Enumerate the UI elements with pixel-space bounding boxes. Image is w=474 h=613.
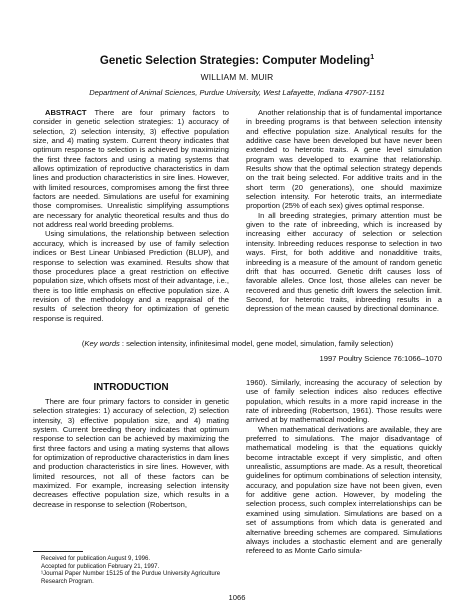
body-paragraph: When mathematical derivations are available, they are preferred to simulations. The major disadvantage of mathematical modeling is that the equations quickly become intractable except if very simplistic, and often unrealistic, assumptions are made. As a result, theoretical guidelines for optimum combinations of selection intensity, accuracy, and population size have not been given, even for additive gene action. However, by modeling the selection process, such complex interrelationships can be examined using simulation. Simulations are based on a set of assumptions from which data is generated and alternative breeding schemes are compared. Simulations always includes a stochastic element and are generally refereed to as Monte Carlo simula-: [246, 424, 442, 556]
body-paragraph: There are four primary factors to consider in genetic selection strategies: 1) accuracy of selection, 2) selection intensity, 3) effective population size, and 4) mating system. Current breeding theory indicates that optimum response to selection can be achieved by maximizing the first three factors and using a mating systems that allows for optimization of reproductive characteristics in dam lines and production characteristics in sire lines. However, with limited resources, not all of these factors can be maximized. For example, increasing selection intensity decreases effective population size, which results in a decrease in response to selection (Robertson,: [33, 397, 229, 509]
abstract-paragraph: [33, 108, 229, 229]
body-paragraph: 1960). Similarly, increasing the accuracy of selection by use of family selection indices also reduces effective population, which results in a more rapid increase in the rate of inbreeding (Robertson, 1961). Those results were arrived at by mathematical modeling.: [246, 378, 442, 425]
footnote-divider: [33, 551, 83, 552]
footnote-received: Received for publication August 9, 1996.: [41, 555, 151, 562]
keywords-label: Key words: [84, 339, 120, 348]
introduction-heading: INTRODUCTION: [93, 382, 169, 393]
paper-title: [0, 54, 474, 67]
abstract-heading: ABSTRACT: [45, 108, 87, 117]
introduction-left-column: [33, 397, 229, 509]
keywords-text: : selection intensity, infinitesimal model, gene model, simulation, family selection): [121, 339, 394, 348]
page-number: 1066: [228, 593, 246, 602]
abstract-text: There are four primary factors to consider in genetic selection strategies: 1) accuracy of selection, 2) selection intensity, 3) effective population size, and 4) mating system. Current theory indicates that optimum response to selection is achieved by maximizing the first three factors and using a mating systems that allows optimization of reproductive characteristics in dam lines and production characteristics in sire lines. However, with limited resources, compromises among the first three factors are needed. Simulations are useful for examining those compromises. Unrealistic simplifying assumptions are necessary for analytic theoretical results and thus do not address real world breeding problems.: [33, 108, 229, 230]
author-name: WILLIAM M. MUIR: [200, 72, 274, 82]
abstract-left-column: [33, 108, 229, 323]
title-footnote-mark: 1: [370, 54, 375, 61]
footnote-accepted: Accepted for publication February 21, 1997.: [41, 562, 160, 570]
abstract-paragraph: Another relationship that is of fundamental importance in breeding programs is that between selection intensity and effective population size. Analytical results for the additive case have been developed but have never been extended to heterotic traits. A gene level simulation program was developed to examine that relationship. Results show that the optimal selection strategy depends on the trait being selected. For additive traits and in the short term (20 generations), one should maximize selection intensity. For heterotic traits, an intermediate proportion (25% of each sex) gives optimal response.: [246, 108, 442, 211]
title-text: Genetic Selection Strategies: Computer Modeling: [99, 54, 371, 67]
abstract-paragraph: In all breeding strategies, primary attention must be given to the rate of inbreeding, which is increased by increasing either accuracy of selection or selection intensity. Inbreeding reduces response to selection in two ways. First, for both additive and nonadditive traits, inbreeding is a measure of the amount of random genetic drift that has occurred. Genetic drift causes loss of favorable alleles. Once lost, those alleles can never be recovered and thus genetic drift lowers the selection limit. Second, for heterotic traits, inbreeding results in a depression of the mean caused by directional dominance.: [246, 210, 442, 314]
abstract-right-column: [246, 108, 442, 314]
abstract-paragraph: Using simulations, the relationship between selection accuracy, which is increased by use of family selection indices or Best Linear Unbiased Prediction (BLUP), and response to selection was examined. Results show that those procedures place a great restriction on effective population size, which offsets most of their advantage, i.e., there is too little emphasis on effective population size. A revision of the methodology and a reappraisal of the results of selection theory for optimization of genetic response is required.: [33, 229, 229, 323]
footnotes: [33, 555, 238, 585]
keywords: (Key words : selection intensity, infinitesimal model, gene model, simulation, family selection): [81, 339, 394, 348]
introduction-right-column: [246, 378, 442, 556]
affiliation: Department of Animal Sciences, Purdue University, West Lafayette, Indiana 47907-1151: [89, 88, 385, 97]
footnote-journal-paper: ¹Journal Paper Number 15125 of the Purdue University Agriculture Research Program.: [41, 570, 221, 585]
journal-citation: 1997 Poultry Science 76:1066–1070: [319, 354, 442, 363]
